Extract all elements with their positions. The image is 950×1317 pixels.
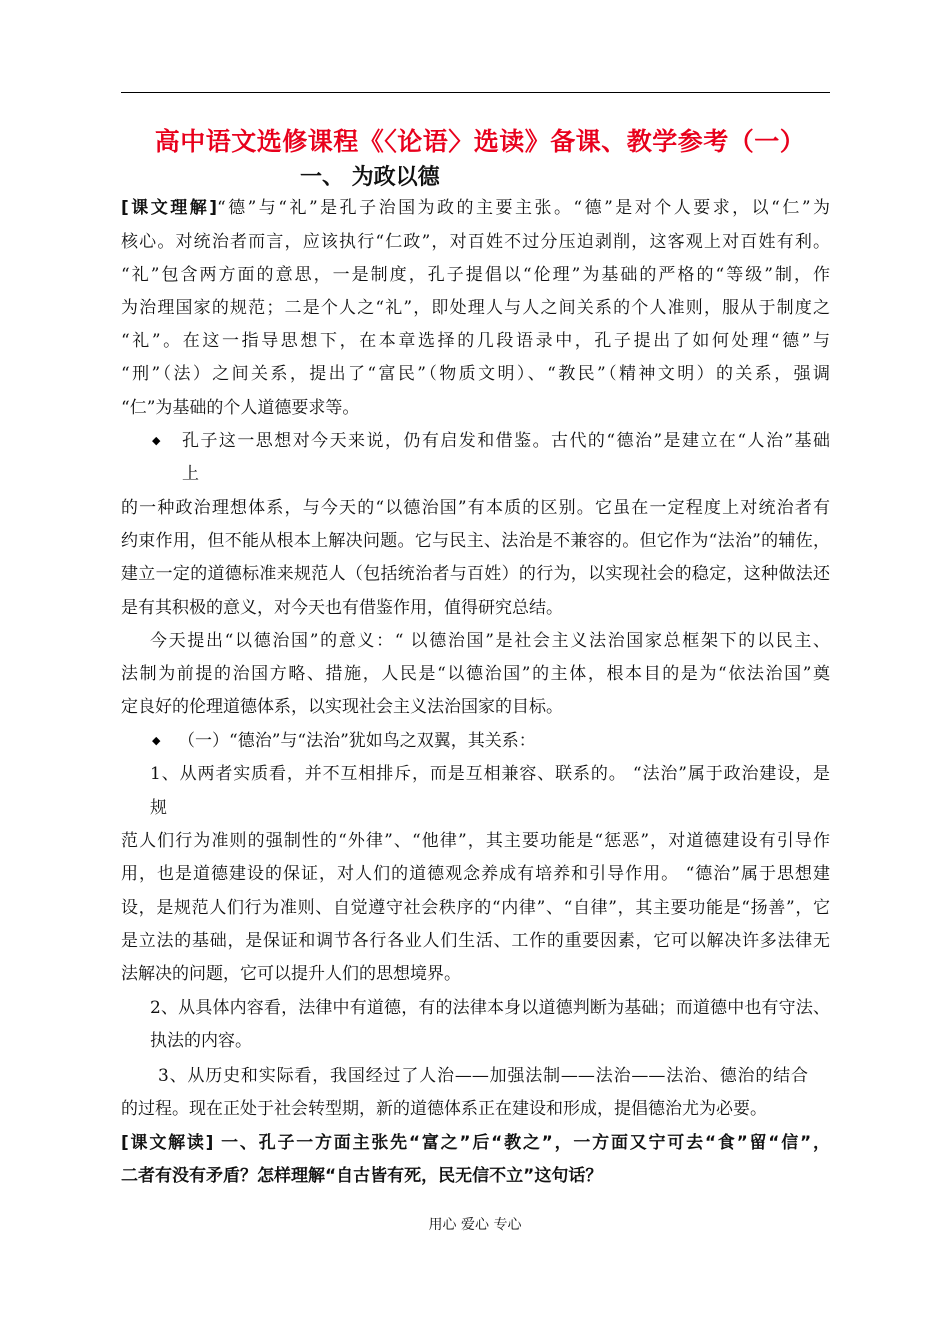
paragraph-line: 约束作用，但不能从根本上解决问题。它与民主、法治是不兼容的。但它作为“法治”的辅佐，: [121, 531, 830, 551]
list-item-line: 执法的内容。: [150, 1031, 252, 1051]
paragraph-line: 范人们行为准则的强制性的“外律”、“他律”，其主要功能是“惩恶”，对道德建设有引导作: [121, 831, 830, 851]
list-item-line: 1、从两者实质看，并不互相排斥，而是互相兼容、联系的。 “法治”属于政治建设，是: [150, 764, 830, 784]
paragraph-line: 核心。对统治者而言，应该执行“仁政”，对百姓不过分压迫剥削，这客观上对百姓有利。: [121, 232, 830, 252]
paragraph-line: 是有其积极的意义，对今天也有借鉴作用，值得研究总结。: [121, 598, 563, 618]
question-line: [课文解读] 一、孔子一方面主张先“富之”后“教之”，一方面又宁可去“食”留“信”，: [121, 1133, 830, 1153]
document-title: 高中语文选修课程《〈论语〉选读》备课、教学参考（一）: [154, 127, 806, 156]
paragraph-line: “礼”包含两方面的意思，一是制度，孔子提倡以“伦理”为基础的严格的“等级”制，作: [121, 265, 830, 285]
paragraph-line: 设，是规范人们行为准则、自觉遵守社会秩序的“内律”、“自律”，其主要功能是“扬善”，它: [121, 898, 830, 918]
list-item-line: 规: [150, 798, 167, 818]
paragraph-line: 法解决的问题，它可以提升人们的思想境界。: [121, 964, 461, 984]
list-item-line: 2、从具体内容看，法律中有道德，有的法律本身以道德判断为基础；而道德中也有守法、: [150, 998, 830, 1018]
diamond-bullet-icon: ◆: [152, 434, 161, 447]
list-item-line: 3、从历史和实际看，我国经过了人治——加强法制——法治——法治、德治的结合: [158, 1066, 808, 1086]
paragraph-line: 为治理国家的规范；二是个人之“礼”，即处理人与人之间关系的个人准则，服从于制度之: [121, 298, 830, 318]
question-line: 二者有没有矛盾？怎样理解“自古皆有死，民无信不立”这句话？: [121, 1166, 603, 1186]
header-rule: [121, 92, 830, 93]
paragraph-line: 是立法的基础，是保证和调节各行各业人们生活、工作的重要因素，它可以解决许多法律无: [121, 931, 830, 951]
paragraph-line: “礼”。在这一指导思想下，在本章选择的几段语录中，孔子提出了如何处理“德”与: [121, 331, 830, 351]
diamond-bullet-icon: ◆: [152, 734, 161, 747]
paragraph-line: 法制为前提的治国方略、措施，人民是“以德治国”的主体，根本目的是为“依法治国”奠: [121, 664, 830, 684]
paragraph-line: 定良好的伦理道德体系，以实现社会主义法治国家的目标。: [121, 697, 563, 717]
paragraph-line: 今天提出“以德治国”的意义：“ 以德治国”是社会主义法治国家总框架下的以民主、: [150, 631, 830, 651]
label-text-understanding: [课文理解]: [121, 198, 217, 218]
bullet-line: （一）“德治”与“法治”犹如鸟之双翼，其关系：: [178, 731, 536, 751]
section-heading: 一、 为政以德: [300, 165, 440, 190]
paragraph-line: “刑”（法）之间关系，提出了“富民”（物质文明）、“教民”（精神文明）的关系，强调: [121, 364, 830, 384]
paragraph-line: 建立一定的道德标准来规范人（包括统治者与百姓）的行为，以实现社会的稳定，这种做法还: [121, 564, 830, 584]
page-footer: 用心 爱心 专心: [428, 1217, 522, 1233]
bullet-line: 上: [182, 464, 199, 484]
paragraph-line: 用，也是道德建设的保证，对人们的道德观念养成有培养和引导作用。 “德治”属于思想建: [121, 864, 830, 884]
label-text-interpretation: [课文解读]: [121, 1133, 214, 1153]
list-item-line: 的过程。现在正处于社会转型期，新的道德体系正在建设和形成，提倡德治尤为必要。: [121, 1099, 767, 1119]
paragraph-line: 的一种政治理想体系，与今天的“以德治国”有本质的区别。它虽在一定程度上对统治者有: [121, 498, 830, 518]
paragraph-line: “仁”为基础的个人道德要求等。: [121, 398, 360, 418]
paragraph-line: [课文理解]“德”与“礼”是孔子治国为政的主要主张。“德”是对个人要求，以“仁”为: [121, 198, 830, 218]
bullet-line: 孔子这一思想对今天来说，仍有启发和借鉴。古代的“德治”是建立在“人治”基础: [182, 431, 830, 451]
